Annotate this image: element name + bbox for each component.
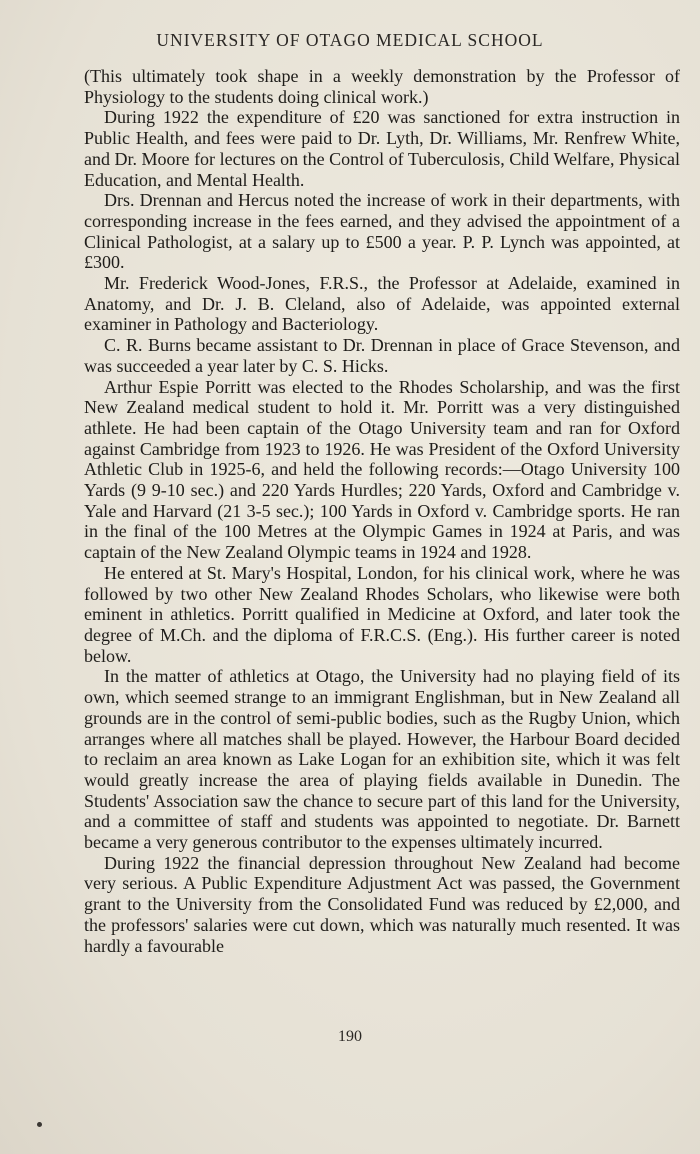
paragraph: Arthur Espie Porritt was elected to the Rhodes Scholarship, and was the first New Zealand medical student to hold it. Mr. Porritt was a very distinguished athlete. He had been captain of the Otago University team and ran for Oxford against Cambridge from 1923 to 1926. He was President of the Oxford University Athletic Club in 1925-6, and held the following records:—Otago University 100 Yards (9 9-10 sec.) and 220 Yards Hurdles; 220 Yards, Oxford and Cambridge v. Yale and Harvard (21 3-5 sec.); 100 Yards in Oxford v. Cambridge sports. He ran in the final of the 100 Metres at the Olympic Games in 1924 at Paris, and was captain of the New Zealand Olympic teams in 1924 and 1928. [84,376,680,563]
running-head: UNIVERSITY OF OTAGO MEDICAL SCHOOL [156,30,544,50]
page-number: 190 [338,1028,362,1045]
body-text [84,66,680,956]
paragraph: In the matter of athletics at Otago, the University had no playing field of its own, which seemed strange to an immigrant Englishman, but in New Zealand all grounds are in the control of semi-public bodies, such as the Rugby Union, which arranges where all matches shall be played. However, the Harbour Board decided to reclaim an area known as Lake Logan for an exhibition site, which it was felt would greatly increase the area of playing fields available in Dunedin. The Students' Association saw the chance to secure part of this land for the University, and a committee of staff and students was appointed to negotiate. Dr. Barnett became a very generous contributor to the expenses ultimately incurred. [84,666,680,853]
ink-speck [37,1122,42,1127]
paragraph: C. R. Burns became assistant to Dr. Drennan in place of Grace Stevenson, and was succeeded a year later by C. S. Hicks. [84,335,680,376]
paragraph: During 1922 the expenditure of £20 was sanctioned for extra instruction in Public Health, and fees were paid to Dr. Lyth, Dr. Williams, Mr. Renfrew White, and Dr. Moore for lectures on the Control of Tuberculosis, Child Welfare, Physical Education, and Mental Health. [84,107,680,190]
paragraph: Mr. Frederick Wood-Jones, F.R.S., the Professor at Adelaide, examined in Anatomy, and Dr. J. B. Cleland, also of Adelaide, was appointed external examiner in Pathology and Bacteriology. [84,273,680,335]
paragraph: He entered at St. Mary's Hospital, London, for his clinical work, where he was followed by two other New Zealand Rhodes Scholars, who likewise were both eminent in athletics. Porritt qualified in Medicine at Oxford, and later took the degree of M.Ch. and the diploma of F.R.C.S. (Eng.). His further career is noted below. [84,562,680,666]
paragraph: Drs. Drennan and Hercus noted the increase of work in their departments, with corresponding increase in the fees earned, and they advised the appointment of a Clinical Pathologist, at a salary up to £500 a year. P. P. Lynch was appointed, at £300. [84,190,680,273]
paragraph: (This ultimately took shape in a weekly demonstration by the Professor of Physiology to the students doing clinical work.) [84,66,680,107]
paragraph: During 1922 the financial depression throughout New Zealand had become very serious. A Public Expenditure Adjustment Act was passed, the Government grant to the University from the Consolidated Fund was reduced by £2,000, and the professors' salaries were cut down, which was naturally much resented. It was hardly a favourable [84,852,680,956]
